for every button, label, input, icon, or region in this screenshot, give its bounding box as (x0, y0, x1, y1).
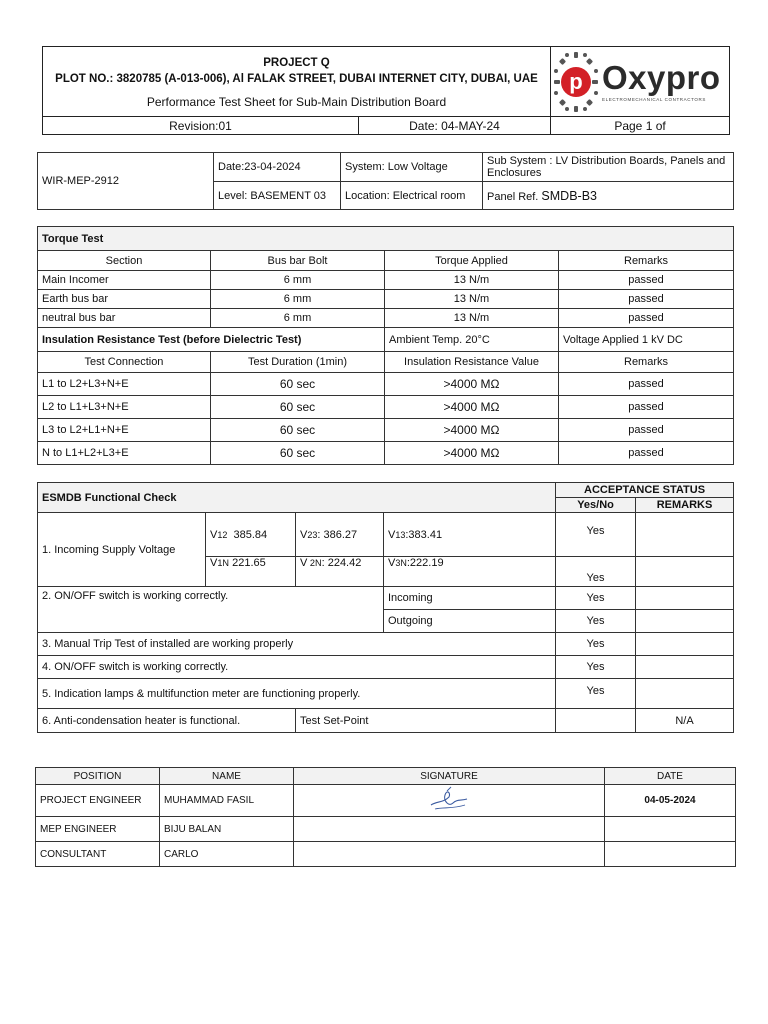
insulation-title: Insulation Resistance Test (before Dielectric Test) (38, 328, 385, 352)
v13-reading: V13:383.41 (384, 513, 556, 557)
torque-remark: passed (559, 271, 734, 290)
torque-section: neutral bus bar (38, 309, 211, 328)
signature-table (35, 767, 736, 867)
ir-duration: 60 sec (211, 419, 385, 442)
sig-date: 04-05-2024 (605, 785, 736, 817)
sig-name: BIJU BALAN (160, 817, 294, 842)
wir-number: WIR-MEP-2912 (38, 153, 214, 210)
table-row (38, 419, 734, 442)
ir-duration: 60 sec (211, 442, 385, 465)
indication-lamps-label: 5. Indication lamps & multifunction meter are functioning properly. (38, 679, 556, 709)
ir-connection: L3 to L2+L1+N+E (38, 419, 211, 442)
table-row (36, 817, 736, 842)
torque-bolt: 6 mm (211, 271, 385, 290)
sig-name: CARLO (160, 842, 294, 867)
torque-header-remarks: Remarks (559, 251, 734, 271)
ir-connection: L1 to L2+L3+N+E (38, 373, 211, 396)
manual-trip-answer: Yes (556, 633, 636, 656)
table-row (38, 373, 734, 396)
logo-text-block (602, 58, 721, 102)
ir-duration: 60 sec (211, 396, 385, 419)
table-row (38, 396, 734, 419)
incoming-label: Incoming (384, 587, 556, 610)
signature-cell (294, 817, 605, 842)
ir-remark: passed (559, 419, 734, 442)
table-row (36, 842, 736, 867)
outgoing-answer: Yes (556, 610, 636, 633)
plot-address: PLOT NO.: 3820785 (A-013-006), Al FALAK STREET, DUBAI INTERNET CITY, DUBAI, UAE (55, 72, 538, 85)
page-number: Page 1 of (551, 117, 730, 135)
ir-header-remarks: Remarks (559, 352, 734, 373)
incoming-answer: Yes (556, 587, 636, 610)
remark-cell (636, 656, 734, 679)
torque-applied: 13 N/m (385, 271, 559, 290)
company-logo (553, 50, 727, 114)
panel-ref-cell (483, 182, 734, 210)
info-table (37, 152, 734, 210)
logo-cell (551, 47, 730, 117)
sig-header-position: POSITION (36, 768, 160, 785)
ir-remark: passed (559, 442, 734, 465)
panel-ref-label: Panel Ref. (487, 190, 542, 203)
project-name: PROJECT Q (263, 56, 330, 69)
sig-header-date: DATE (605, 768, 736, 785)
system: System: Low Voltage (341, 153, 483, 182)
oxypro-logo-icon (553, 51, 599, 113)
heater-answer-cell (556, 709, 636, 733)
remarks-header: REMARKS (636, 498, 734, 513)
v2n-reading: V 2N: 224.42 (296, 557, 384, 587)
torque-title: Torque Test (38, 227, 734, 251)
sig-date (605, 842, 736, 867)
ir-header-duration: Test Duration (1min) (211, 352, 385, 373)
ir-value: >4000 MΩ (385, 373, 559, 396)
document-subtitle: Performance Test Sheet for Sub-Main Distribution Board (146, 94, 447, 109)
table-row (38, 290, 734, 309)
acceptance-status-header: ACCEPTANCE STATUS (556, 483, 734, 498)
sig-header-name: NAME (160, 768, 294, 785)
sig-position: MEP ENGINEER (36, 817, 160, 842)
ir-header-value: Insulation Resistance Value (385, 352, 559, 373)
revision: Revision:01 (43, 117, 359, 135)
heater-check-label: 6. Anti-condensation heater is functional. (38, 709, 296, 733)
ir-header-connection: Test Connection (38, 352, 211, 373)
torque-remark: passed (559, 309, 734, 328)
sig-name: MUHAMMAD FASIL (160, 785, 294, 817)
torque-header-torque: Torque Applied (385, 251, 559, 271)
remark-cell (636, 513, 734, 557)
sig-date (605, 817, 736, 842)
indication-lamps-answer: Yes (556, 679, 636, 709)
sub-system: Sub System : LV Distribution Boards, Panels and Enclosures (483, 153, 734, 182)
header-title-cell (43, 47, 551, 117)
voltage-answer-2: Yes (556, 557, 636, 587)
remark-cell (636, 633, 734, 656)
test-set-point-label: Test Set-Point (296, 709, 556, 733)
ir-connection: N to L1+L2+L3+E (38, 442, 211, 465)
table-row (38, 442, 734, 465)
panel-ref: SMDB-B3 (541, 188, 597, 203)
inspection-date: Date:23-04-2024 (214, 153, 341, 182)
remark-cell (636, 610, 734, 633)
voltage-answer-1: Yes (556, 513, 636, 557)
outgoing-label: Outgoing (384, 610, 556, 633)
sig-header-signature: SIGNATURE (294, 768, 605, 785)
ir-duration: 60 sec (211, 373, 385, 396)
logo-letter: p (569, 68, 583, 94)
ir-connection: L2 to L1+L3+N+E (38, 396, 211, 419)
v1n-reading: V1N 221.65 (206, 557, 296, 587)
torque-applied: 13 N/m (385, 309, 559, 328)
torque-applied: 13 N/m (385, 290, 559, 309)
ir-remark: passed (559, 396, 734, 419)
torque-header-section: Section (38, 251, 211, 271)
logo-tagline: ELECTROMECHANICAL CONTRACTORS (602, 96, 706, 102)
torque-section: Main Incomer (38, 271, 211, 290)
torque-section: Earth bus bar (38, 290, 211, 309)
signature-cell (294, 842, 605, 867)
esmdb-table (37, 482, 734, 733)
document-date: Date: 04-MAY-24 (359, 117, 551, 135)
location: Location: Electrical room (341, 182, 483, 210)
signature-cell (294, 785, 605, 817)
ambient-temp: Ambient Temp. 20°C (385, 328, 559, 352)
remark-cell (636, 587, 734, 610)
table-row (38, 309, 734, 328)
esmdb-title: ESMDB Functional Check (38, 483, 556, 513)
handwritten-signature-icon (427, 785, 471, 813)
voltage-applied: Voltage Applied 1 kV DC (559, 328, 734, 352)
torque-bolt: 6 mm (211, 309, 385, 328)
sig-position: PROJECT ENGINEER (36, 785, 160, 817)
torque-remark: passed (559, 290, 734, 309)
remark-cell (636, 679, 734, 709)
onoff-switch-check-label: 2. ON/OFF switch is working correctly. (38, 587, 384, 633)
level: Level: BASEMENT 03 (214, 182, 341, 210)
v3n-reading: V3N:222.19 (384, 557, 556, 587)
onoff-switch-check-2-label: 4. ON/OFF switch is working correctly. (38, 656, 556, 679)
heater-remark: N/A (636, 709, 734, 733)
header-table (42, 46, 730, 135)
ir-value: >4000 MΩ (385, 419, 559, 442)
v12-reading: V12 385.84 (206, 513, 296, 557)
incoming-supply-voltage-label: 1. Incoming Supply Voltage (38, 513, 206, 587)
remark-cell (636, 557, 734, 587)
sig-position: CONSULTANT (36, 842, 160, 867)
ir-value: >4000 MΩ (385, 396, 559, 419)
ir-value: >4000 MΩ (385, 442, 559, 465)
table-row (38, 271, 734, 290)
torque-bolt: 6 mm (211, 290, 385, 309)
logo-wordmark: Oxypro (602, 58, 721, 96)
torque-header-bolt: Bus bar Bolt (211, 251, 385, 271)
table-row (36, 785, 736, 817)
onoff-answer: Yes (556, 656, 636, 679)
ir-remark: passed (559, 373, 734, 396)
manual-trip-test-label: 3. Manual Trip Test of installed are working properly (38, 633, 556, 656)
v23-reading: V23: 386.27 (296, 513, 384, 557)
torque-insulation-table (37, 226, 734, 465)
yes-no-header: Yes/No (556, 498, 636, 513)
